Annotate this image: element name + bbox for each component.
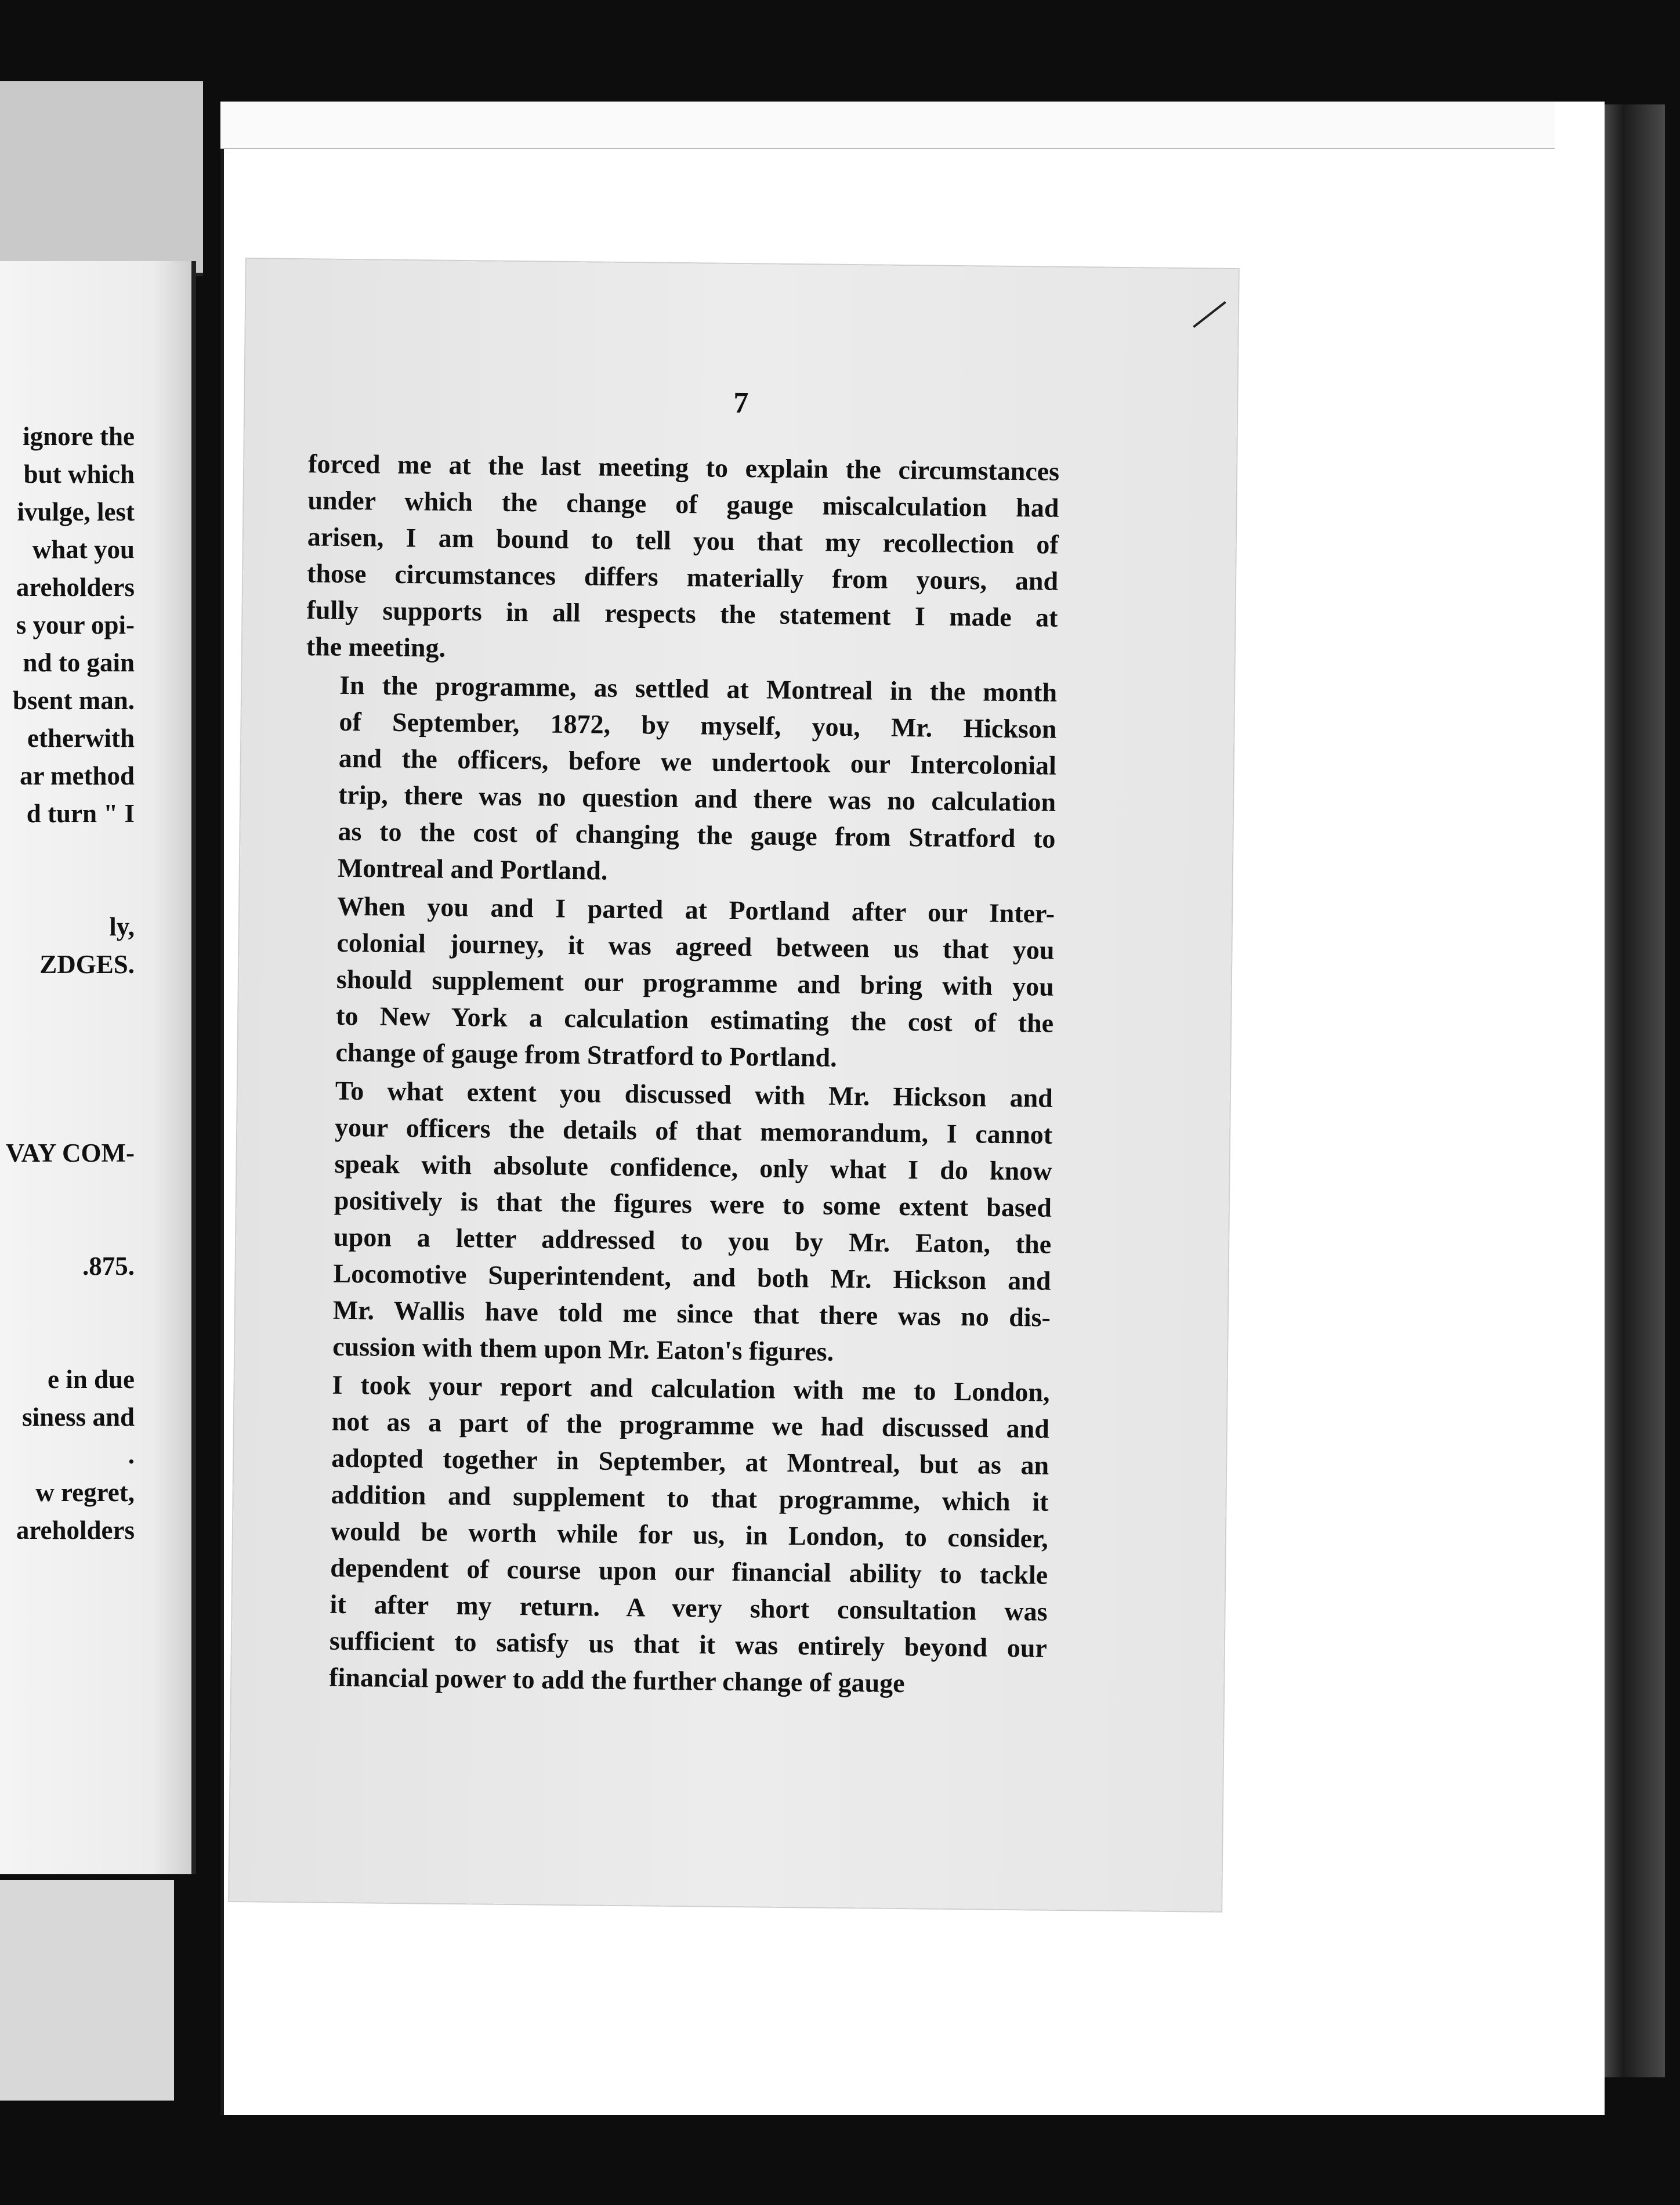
- paragraph: [306, 445, 1060, 673]
- text-line: under which the change of gauge miscalculation had: [307, 485, 1059, 523]
- text-line: trip, there was no question and there was no calculation: [338, 779, 1056, 817]
- text-line: I took your report and calculation with me to London,: [332, 1369, 1050, 1407]
- paragraph: [304, 666, 1058, 894]
- text-line: should supplement our programme and bring with you: [336, 964, 1055, 1002]
- text-line: those circumstances differs materially from yours, and: [306, 558, 1059, 596]
- left-page-corner: [0, 81, 203, 276]
- text-line: not as a part of the programme we had discussed and: [331, 1406, 1050, 1444]
- body-text: [295, 445, 1060, 1704]
- left-page-line: what you: [32, 535, 135, 564]
- text-line: as to the cost of changing the gauge from Stratford to: [338, 816, 1056, 854]
- left-page-line: ignore the: [23, 422, 135, 451]
- main-page: [229, 259, 1239, 1911]
- text-line: Locomotive Superintendent, and both Mr. Hickson and: [333, 1258, 1051, 1296]
- left-page-line: ZDGES.: [39, 950, 135, 979]
- left-page-line: [0, 870, 135, 908]
- left-page-line: ly,: [109, 912, 135, 941]
- text-line: addition and supplement to that programme, which it: [331, 1479, 1049, 1517]
- left-page-line: [0, 1285, 135, 1323]
- left-page-line: [0, 1059, 135, 1097]
- left-page-line: .: [128, 1440, 135, 1469]
- left-page-line: but which: [23, 460, 135, 489]
- text-line: it after my return. A very short consultation was: [330, 1589, 1048, 1626]
- left-page-line: siness and: [22, 1402, 135, 1432]
- left-page-line: e in due: [47, 1365, 135, 1394]
- text-line: speak with absolute confidence, only what I do know: [334, 1148, 1052, 1186]
- paragraph: [299, 1072, 1053, 1372]
- text-line: financial power to add the further change of gauge: [329, 1662, 905, 1698]
- text-line: In the programme, as settled at Montreal in the month: [339, 670, 1058, 707]
- text-line: change of gauge from Stratford to Portland.: [335, 1037, 837, 1072]
- left-page-line: [0, 833, 135, 870]
- text-line: positively is that the figures were to some extent based: [334, 1185, 1052, 1223]
- left-page-line: w regret,: [35, 1478, 135, 1507]
- left-page-bottom: [0, 1880, 174, 2101]
- left-page-line: [0, 1172, 135, 1210]
- left-page-line: VAY COM-: [5, 1138, 135, 1167]
- left-page-line: .875.: [82, 1252, 135, 1281]
- text-line: Mr. Wallis have told me since that there was no dis-: [332, 1295, 1051, 1332]
- text-line: cussion with them upon Mr. Eaton's figures.: [332, 1331, 834, 1367]
- text-line: To what extent you discussed with Mr. Hickson and: [335, 1075, 1053, 1113]
- left-page-line: [0, 1097, 135, 1134]
- text-line: upon a letter addressed to you by Mr. Eaton, the: [333, 1221, 1052, 1259]
- text-line: forced me at the last meeting to explain the circumstances: [307, 449, 1060, 486]
- text-line: of September, 1872, by myself, you, Mr. Hickson: [339, 706, 1057, 744]
- left-page-line: nd to gain: [23, 648, 135, 677]
- left-page-line: areholders: [16, 1516, 135, 1545]
- page-number: 7: [733, 386, 749, 420]
- left-page-line: etherwith: [27, 724, 135, 753]
- text-line: to New York a calculation estimating the cost of the: [335, 1000, 1054, 1038]
- text-line: adopted together in September, at Montreal, but as an: [331, 1443, 1049, 1480]
- left-page-line: [0, 1210, 135, 1248]
- left-page-line: [0, 1021, 135, 1059]
- text-line: fully supports in all respects the statement I made at: [306, 595, 1058, 632]
- paragraph: [295, 1366, 1050, 1703]
- text-line: When you and I parted at Portland after our Inter-: [336, 891, 1055, 928]
- text-line: arisen, I am bound to tell you that my recollection of: [307, 522, 1059, 559]
- left-page-text: [0, 418, 135, 1549]
- left-page-line: ar method: [20, 761, 135, 790]
- text-line: sufficient to satisfy us that it was entirely beyond our: [329, 1625, 1048, 1663]
- left-page-line: ivulge, lest: [17, 497, 135, 526]
- text-line: would be worth while for us, in London, to consider,: [330, 1516, 1049, 1553]
- left-page-line: [0, 1323, 135, 1361]
- left-page-line: s your opi-: [16, 610, 135, 639]
- left-page: [0, 261, 196, 1874]
- left-page-line: areholders: [16, 573, 135, 602]
- left-page-line: [0, 984, 135, 1021]
- text-line: colonial journey, it was agreed between us that you: [336, 927, 1055, 965]
- backing-sheet-edge: [220, 102, 1555, 149]
- text-line: the meeting.: [306, 631, 446, 663]
- paragraph: [302, 887, 1055, 1078]
- text-line: Montreal and Portland.: [337, 852, 608, 885]
- left-page-line: bsent man.: [12, 686, 135, 715]
- left-page-line: d turn " I: [26, 799, 135, 828]
- text-line: and the officers, before we undertook our Intercolonial: [338, 743, 1057, 780]
- text-line: your officers the details of that memorandum, I cannot: [334, 1112, 1053, 1150]
- text-line: dependent of course upon our financial ability to tackle: [330, 1552, 1048, 1590]
